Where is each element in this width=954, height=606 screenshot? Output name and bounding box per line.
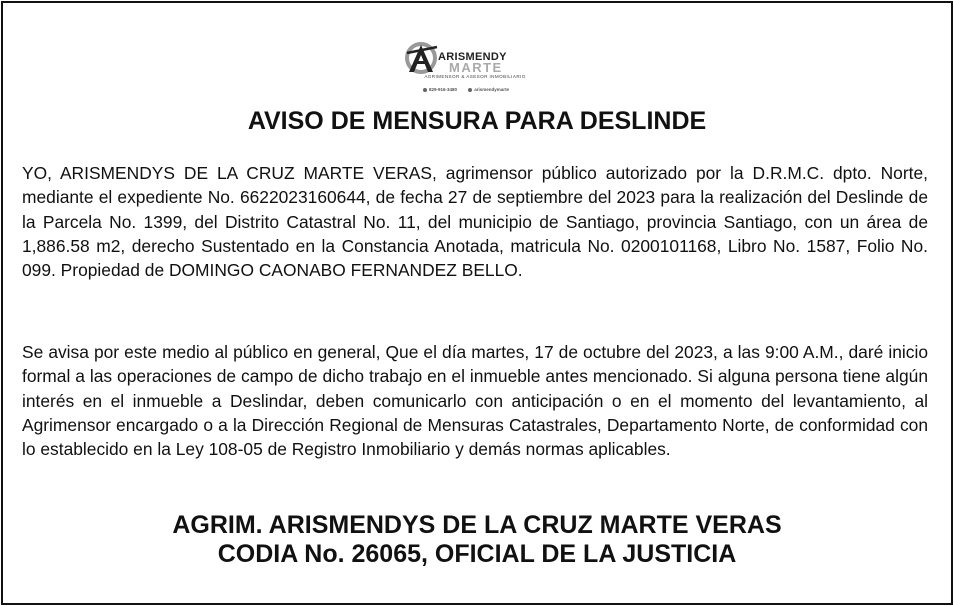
instagram-icon — [468, 88, 472, 92]
signature-credentials: CODIA No. 26065, OFICIAL DE LA JUSTICIA — [217, 540, 737, 568]
logo-brand-line2: MARTE — [449, 60, 503, 75]
logo-phone — [423, 87, 457, 92]
logo-tagline: AGRIMENSOR & ASESOR INMOBILIARIO — [424, 74, 526, 79]
notice-paragraph-2: Se avisa por este medio al público en general, Que el día martes, 17 de octubre del 2023, a las 9:00 A.M., daré inicio formal a las operaciones de campo de dicho trabajo en el inmueble antes mencionado. Si alguna persona tiene algún interés en el inmueble a Deslindar, deben comunicarlo con anticipación o en el momento del levantamiento, al Agrimensor encargado o a la Dirección Regional de Mensuras Catastrales, Departamento Norte, de conformidad con lo establecido en la Ley 108-05 de Registro Inmobiliario y demás normas aplicables. — [22, 342, 928, 460]
phone-icon — [423, 88, 427, 92]
company-logo — [401, 41, 551, 97]
notice-title: AVISO DE MENSURA PARA DESLINDE — [247, 107, 707, 135]
logo-contacts — [423, 87, 519, 92]
logo-brand-line1: ARISMENDY — [438, 51, 507, 63]
notice-paragraph-1: YO, ARISMENDYS DE LA CRUZ MARTE VERAS, agrimensor público autorizado por la D.R.M.C. dpto. Norte, mediante el expediente No. 6622023160644, de fecha 27 de septiembre del 2023 para la realización del Deslinde de la Parcela No. 1399, del Distrito Catastral No. 11, del municipio de Santiago, provincia Santiago, con un área de 1,886.58 m2, derecho Sustentado en la Constancia Anotada, matricula No. 0200101168, Libro No. 1587, Folio No. 099. Propiedad de DOMINGO CAONABO FERNANDEZ BELLO. — [22, 163, 928, 281]
notice-frame — [1, 1, 953, 605]
logo-social-text: arismendymarte — [474, 87, 510, 92]
logo-social — [468, 87, 509, 92]
logo-phone-text: 829-916-3480 — [429, 87, 458, 92]
signature-name: AGRIM. ARISMENDYS DE LA CRUZ MARTE VERAS — [172, 511, 782, 539]
